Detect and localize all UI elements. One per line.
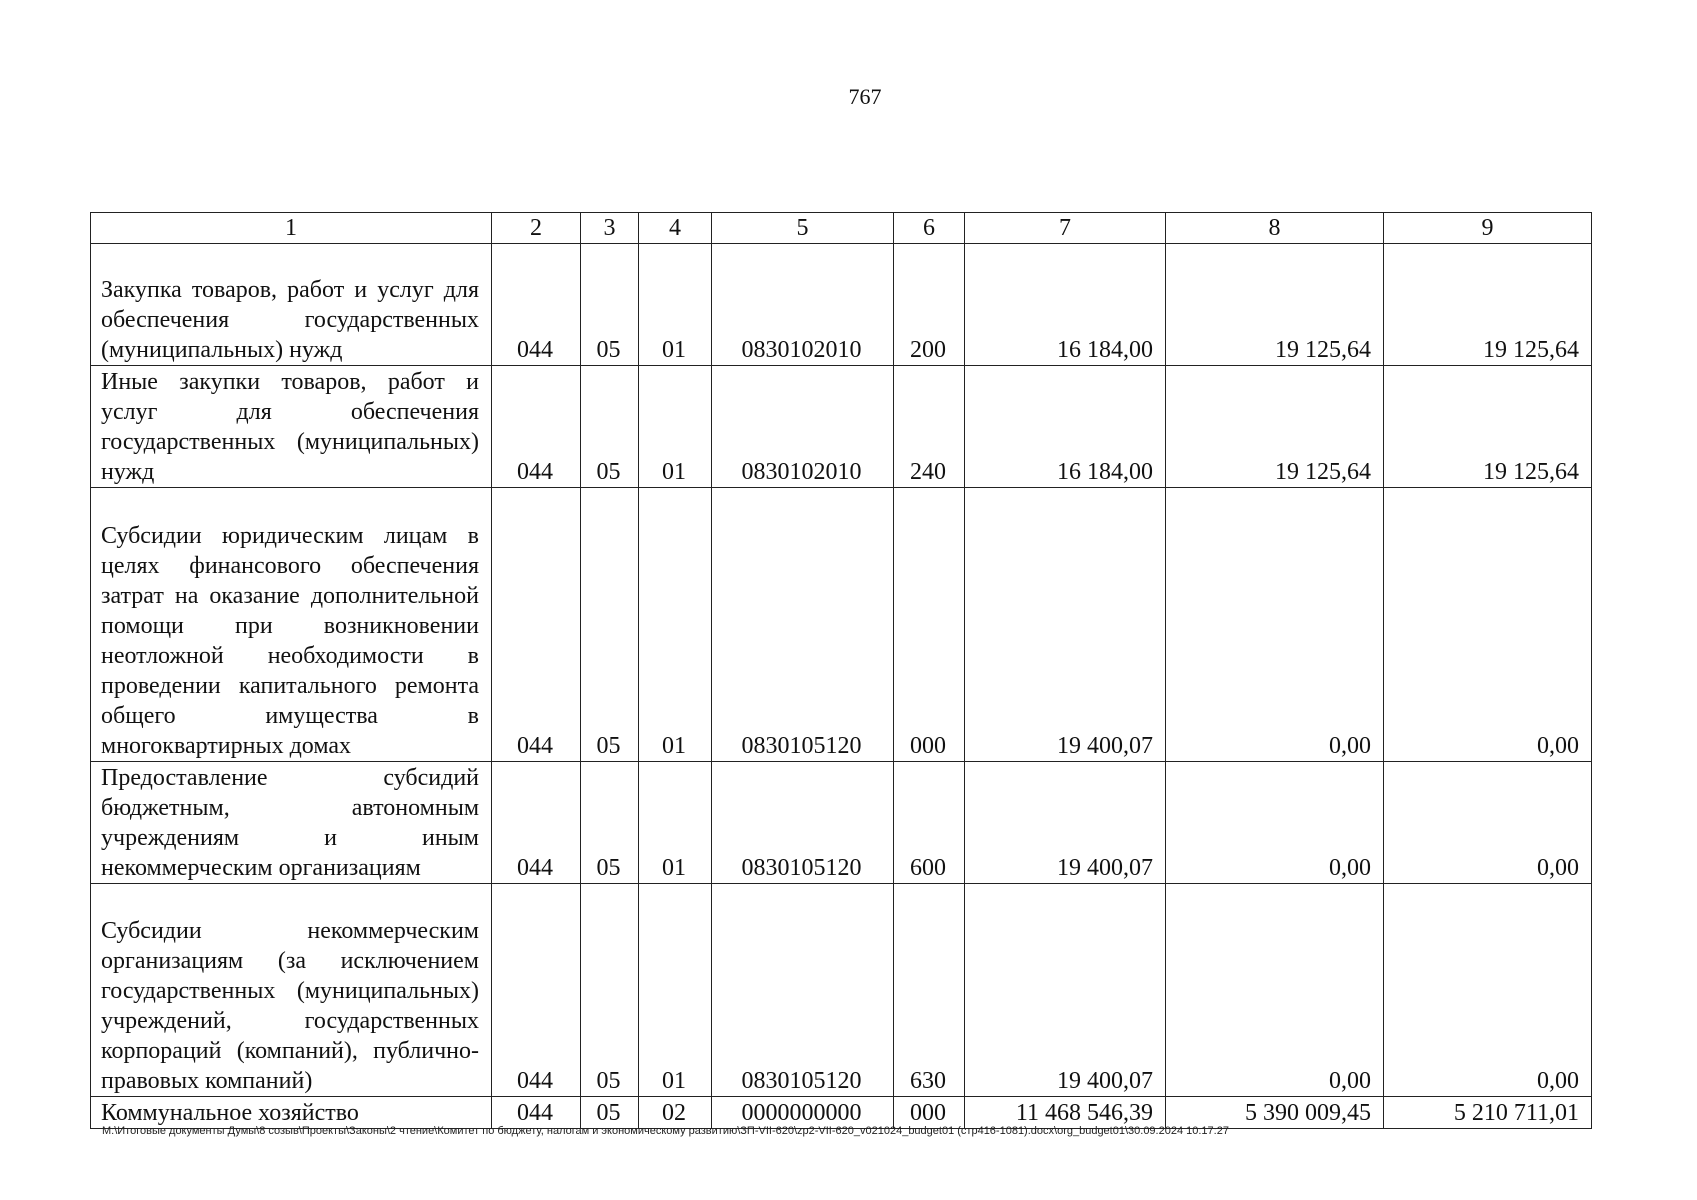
cell-subsection: 01 xyxy=(639,244,712,366)
table-row xyxy=(91,366,1592,488)
cell-section: 05 xyxy=(581,1097,639,1129)
cell-amount-1: 19 400,07 xyxy=(965,488,1166,762)
col-header: 3 xyxy=(581,213,639,244)
cell-amount-2: 5 390 009,45 xyxy=(1166,1097,1384,1129)
col-header: 5 xyxy=(712,213,894,244)
document-path-footer: M:\Итоговые документы Думы\8 созыв\Проекты\Законы\2 чтение\Комитет по бюджету, налогам и экономическому развитию\ЗП-VII-620\zp2-VII-620_v021024_budget01 (стр416-1081).docx\org_budget01\30.09.2024 10:17:27 xyxy=(102,1125,1229,1137)
cell-amount-1: 19 400,07 xyxy=(965,762,1166,884)
col-header: 6 xyxy=(894,213,965,244)
cell-expense-type: 000 xyxy=(894,488,965,762)
budget-table xyxy=(90,212,1592,1129)
table-row xyxy=(91,762,1592,884)
cell-section: 05 xyxy=(581,366,639,488)
table-row xyxy=(91,244,1592,366)
col-header: 4 xyxy=(639,213,712,244)
cell-amount-2: 0,00 xyxy=(1166,884,1384,1097)
cell-grbs: 044 xyxy=(492,1097,581,1129)
col-header: 9 xyxy=(1384,213,1592,244)
cell-expense-type: 630 xyxy=(894,884,965,1097)
cell-expense-type: 000 xyxy=(894,1097,965,1129)
cell-subsection: 01 xyxy=(639,366,712,488)
cell-amount-1: 16 184,00 xyxy=(965,366,1166,488)
cell-grbs: 044 xyxy=(492,488,581,762)
row-name: Предоставление субсидий бюджетным, автономным учреждениям и иным некоммерческим организациям xyxy=(91,762,492,884)
table-row xyxy=(91,884,1592,1097)
row-name: Субсидии юридическим лицам в целях финансового обеспечения затрат на оказание дополнительной помощи при возникновении неотложной необходимости в проведении капитального ремонта общего имущества в многоквартирных домах xyxy=(91,488,492,762)
cell-amount-2: 19 125,64 xyxy=(1166,366,1384,488)
cell-subsection: 01 xyxy=(639,762,712,884)
cell-amount-3: 5 210 711,01 xyxy=(1384,1097,1592,1129)
col-header: 8 xyxy=(1166,213,1384,244)
table-row xyxy=(91,488,1592,762)
cell-grbs: 044 xyxy=(492,244,581,366)
header-row xyxy=(91,213,1592,244)
cell-amount-1: 16 184,00 xyxy=(965,244,1166,366)
cell-expense-type: 200 xyxy=(894,244,965,366)
row-name: Субсидии некоммерческим организациям (за исключением государственных (муниципальных) учреждений, государственных корпораций (компаний), публично-правовых компаний) xyxy=(91,884,492,1097)
cell-subsection: 01 xyxy=(639,488,712,762)
cell-section: 05 xyxy=(581,488,639,762)
cell-target: 0830105120 xyxy=(712,488,894,762)
cell-subsection: 01 xyxy=(639,884,712,1097)
row-name: Коммунальное хозяйство xyxy=(91,1097,492,1129)
table-row xyxy=(91,1097,1592,1129)
col-header: 7 xyxy=(965,213,1166,244)
cell-amount-1: 11 468 546,39 xyxy=(965,1097,1166,1129)
cell-expense-type: 240 xyxy=(894,366,965,488)
cell-target: 0000000000 xyxy=(712,1097,894,1129)
cell-amount-3: 0,00 xyxy=(1384,488,1592,762)
cell-amount-2: 0,00 xyxy=(1166,762,1384,884)
col-header: 2 xyxy=(492,213,581,244)
cell-expense-type: 600 xyxy=(894,762,965,884)
cell-section: 05 xyxy=(581,762,639,884)
cell-target: 0830102010 xyxy=(712,366,894,488)
row-name: Иные закупки товаров, работ и услуг для обеспечения государственных (муниципальных) нужд xyxy=(91,366,492,488)
cell-section: 05 xyxy=(581,884,639,1097)
cell-amount-3: 19 125,64 xyxy=(1384,366,1592,488)
cell-target: 0830105120 xyxy=(712,884,894,1097)
cell-amount-2: 0,00 xyxy=(1166,488,1384,762)
cell-amount-3: 0,00 xyxy=(1384,762,1592,884)
cell-amount-2: 19 125,64 xyxy=(1166,244,1384,366)
cell-target: 0830105120 xyxy=(712,762,894,884)
cell-section: 05 xyxy=(581,244,639,366)
page-number: 767 xyxy=(848,84,882,109)
cell-grbs: 044 xyxy=(492,762,581,884)
cell-subsection: 02 xyxy=(639,1097,712,1129)
cell-amount-3: 0,00 xyxy=(1384,884,1592,1097)
cell-target: 0830102010 xyxy=(712,244,894,366)
col-header: 1 xyxy=(91,213,492,244)
cell-grbs: 044 xyxy=(492,884,581,1097)
cell-amount-3: 19 125,64 xyxy=(1384,244,1592,366)
cell-grbs: 044 xyxy=(492,366,581,488)
row-name: Закупка товаров, работ и услуг для обеспечения государственных (муниципальных) нужд xyxy=(91,244,492,366)
cell-amount-1: 19 400,07 xyxy=(965,884,1166,1097)
